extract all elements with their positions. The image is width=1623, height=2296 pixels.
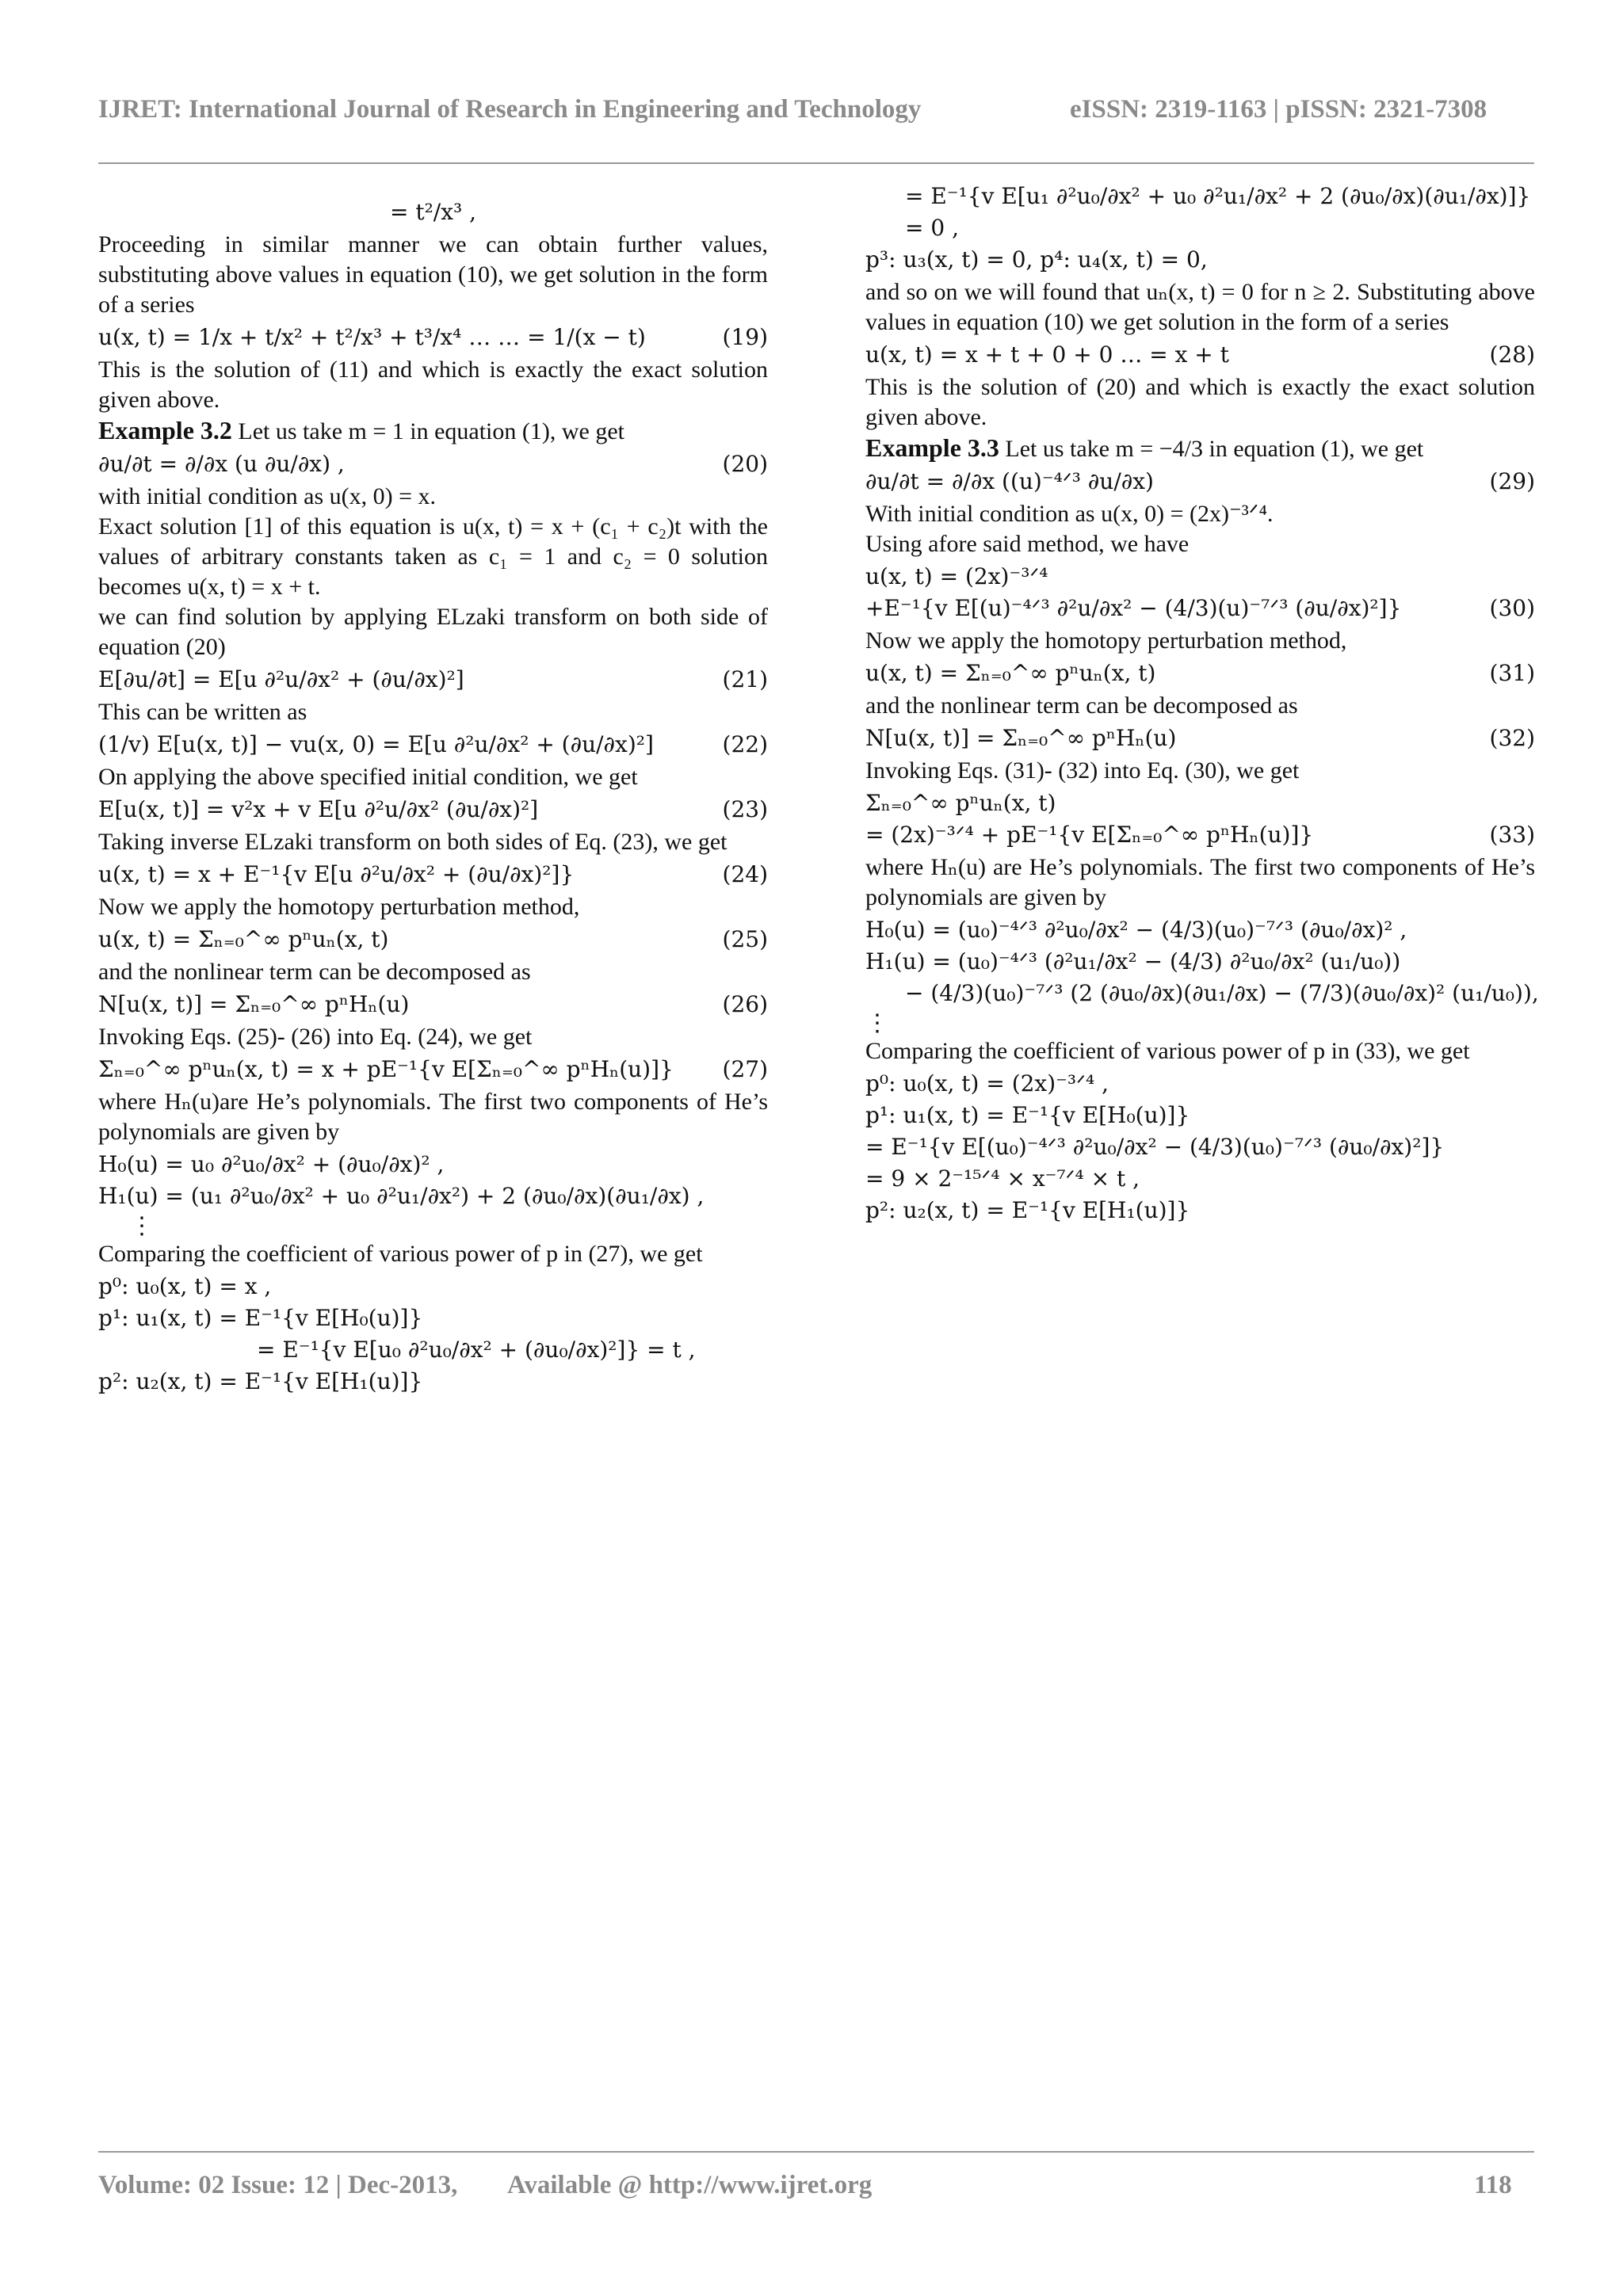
equation-29: ∂u/∂t = ∂/∂x ((u)⁻⁴ᐟ³ ∂u/∂x) (29) bbox=[865, 468, 1535, 494]
paragraph: we can find solution by applying ELzaki transform on both side of equation (20) bbox=[98, 604, 768, 660]
header-rule bbox=[98, 162, 1534, 164]
paragraph: Invoking Eqs. (31)- (32) into Eq. (30), we get bbox=[865, 757, 1300, 784]
paragraph: With initial condition as u(x, 0) = (2x)⁻³ᐟ⁴. bbox=[865, 501, 1274, 527]
paragraph: Taking inverse ELzaki transform on both sides of Eq. (23), we get bbox=[98, 829, 727, 855]
order-p2: p²: u₂(x, t) = E⁻¹{v E[H₁(u)]} bbox=[98, 1368, 423, 1394]
right-column bbox=[865, 179, 1539, 1228]
order-p1-result: = 9 × 2⁻¹⁵ᐟ⁴ × x⁻⁷ᐟ⁴ × t , bbox=[865, 1165, 1140, 1192]
paragraph: This can be written as bbox=[98, 699, 307, 725]
he-polynomial-h1: H₁(u) = (u₁ ∂²u₀/∂x² + u₀ ∂²u₁/∂x²) + 2 (∂u₀/∂x)(∂u₁/∂x) , bbox=[98, 1183, 705, 1209]
paragraph: Now we apply the homotopy perturbation method, bbox=[865, 627, 1347, 654]
footer-rule bbox=[98, 2151, 1534, 2153]
example-heading: Example 3.3 Let us take m = −4/3 in equation (1), we get bbox=[865, 433, 1424, 462]
equation-24: u(x, t) = x + E⁻¹{v E[u ∂²u/∂x² + (∂u/∂x)²]} (24) bbox=[98, 861, 768, 887]
paragraph: Exact solution [1] of this equation is u(x, t) = x + (c₁ + c₂)t with the values of arbitrary constants taken as c₁ = 1 and c₂ = 0 solution becomes u(x, t) = x + t. bbox=[98, 513, 768, 600]
order-p1: p¹: u₁(x, t) = E⁻¹{v E[H₀(u)]} bbox=[98, 1305, 423, 1331]
website-link[interactable]: Available @ http://www.ijret.org bbox=[507, 2171, 873, 2199]
equation-20: ∂u/∂t = ∂/∂x (u ∂u/∂x) , (20) bbox=[98, 451, 768, 477]
order-p0: p⁰: u₀(x, t) = x , bbox=[98, 1273, 272, 1299]
journal-title: IJRET: International Journal of Research in Engineering and Technology bbox=[98, 95, 922, 124]
equation-30: +E⁻¹{v E[(u)⁻⁴ᐟ³ ∂²u/∂x² − (4/3)(u)⁻⁷ᐟ³ (∂u/∂x)²]} (30) bbox=[865, 595, 1535, 621]
order-p2: p²: u₂(x, t) = E⁻¹{v E[H₁(u)]} bbox=[865, 1197, 1190, 1223]
order-p1-expansion: = E⁻¹{v E[(u₀)⁻⁴ᐟ³ ∂²u₀/∂x² − (4/3)(u₀)⁻⁷ᐟ³ (∂u₀/∂x)²]} bbox=[865, 1134, 1445, 1160]
order-p1-result: = E⁻¹{v E[u₀ ∂²u₀/∂x² + (∂u₀/∂x)²]} = t , bbox=[257, 1337, 696, 1363]
equation-32: N[u(x, t)] = Σₙ₌₀^∞ pⁿHₙ(u) (32) bbox=[865, 725, 1535, 751]
equation-28: u(x, t) = x + t + 0 + 0 … = x + t (28) bbox=[865, 341, 1535, 368]
equation-31: u(x, t) = Σₙ₌₀^∞ pⁿuₙ(x, t) (31) bbox=[865, 660, 1535, 686]
paragraph: Comparing the coefficient of various power of p in (27), we get bbox=[98, 1241, 703, 1267]
he-polynomial-h0: H₀(u) = (u₀)⁻⁴ᐟ³ ∂²u₀/∂x² − (4/3)(u₀)⁻⁷ᐟ³ (∂u₀/∂x)² , bbox=[865, 917, 1407, 943]
order-p0: p⁰: u₀(x, t) = (2x)⁻³ᐟ⁴ , bbox=[865, 1070, 1109, 1097]
equation-30: u(x, t) = (2x)⁻³ᐟ⁴ bbox=[865, 563, 1048, 589]
equation-23: E[u(x, t)] = v²x + v E[u ∂²u/∂x² (∂u/∂x)²] (23) bbox=[98, 796, 768, 822]
equation-25: u(x, t) = Σₙ₌₀^∞ pⁿuₙ(x, t) (25) bbox=[98, 926, 768, 952]
equation-21: E[∂u/∂t] = E[u ∂²u/∂x² + (∂u/∂x)²] (21) bbox=[98, 666, 768, 692]
example-heading: Example 3.2 Let us take m = 1 in equation (1), we get bbox=[98, 416, 625, 444]
paragraph: Proceeding in similar manner we can obtain further values, substituting above values in equation (10), we get solution in the form of a series bbox=[98, 231, 768, 318]
paragraph: where Hₙ(u)are He’s polynomials. The first two components of He’s polynomials are given by bbox=[98, 1089, 768, 1145]
paragraph: and the nonlinear term can be decomposed as bbox=[865, 692, 1298, 719]
equation-33: Σₙ₌₀^∞ pⁿuₙ(x, t) bbox=[865, 790, 1056, 816]
paragraph: Now we apply the homotopy perturbation method, bbox=[98, 894, 580, 920]
equation-27: Σₙ₌₀^∞ pⁿuₙ(x, t) = x + pE⁻¹{v E[Σₙ₌₀^∞ pⁿHₙ(u)]} (27) bbox=[98, 1056, 768, 1082]
ellipsis: ⋮ bbox=[130, 1213, 154, 1239]
paragraph: where Hₙ(u) are He’s polynomials. The first two components of He’s polynomials are given by bbox=[865, 854, 1535, 910]
issn-info: eISSN: 2319-1163 | pISSN: 2321-7308 bbox=[1070, 95, 1487, 124]
paragraph: On applying the above specified initial condition, we get bbox=[98, 764, 638, 790]
equation: = E⁻¹{v E[u₁ ∂²u₀/∂x² + u₀ ∂²u₁/∂x² + 2 (∂u₀/∂x)(∂u₁/∂x)]} bbox=[905, 183, 1531, 209]
paragraph: This is the solution of (11) and which is exactly the exact solution given above. bbox=[98, 357, 768, 413]
equation-19: u(x, t) = 1/x + t/x² + t²/x³ + t³/x⁴ … … = 1/(x − t) (19) bbox=[98, 324, 768, 350]
he-polynomial-h0: H₀(u) = u₀ ∂²u₀/∂x² + (∂u₀/∂x)² , bbox=[98, 1151, 445, 1177]
paragraph: and the nonlinear term can be decomposed as bbox=[98, 959, 531, 985]
order-p1: p¹: u₁(x, t) = E⁻¹{v E[H₀(u)]} bbox=[865, 1102, 1190, 1128]
page-number: 118 bbox=[1474, 2171, 1512, 2199]
paragraph: This is the solution of (20) and which is exactly the exact solution given above. bbox=[865, 374, 1535, 430]
paragraph: and so on we will found that uₙ(x, t) = 0 for n ≥ 2. Substituting above values in equation (10) we get solution in the form of a series bbox=[865, 279, 1535, 335]
ellipsis: ⋮ bbox=[865, 1010, 889, 1036]
equation: = t²/x³ , bbox=[389, 199, 477, 225]
paragraph: Comparing the coefficient of various power of p in (33), we get bbox=[865, 1038, 1470, 1064]
equation: p³: u₃(x, t) = 0, p⁴: u₄(x, t) = 0, bbox=[865, 246, 1208, 273]
paragraph: Using afore said method, we have bbox=[865, 531, 1190, 557]
equation-26: N[u(x, t)] = Σₙ₌₀^∞ pⁿHₙ(u) (26) bbox=[98, 991, 768, 1017]
he-polynomial-h1: H₁(u) = (u₀)⁻⁴ᐟ³ (∂²u₁/∂x² − (4/3) ∂²u₀/∂x² (u₁/u₀)) bbox=[865, 948, 1401, 974]
left-column bbox=[98, 195, 768, 1399]
equation-33: = (2x)⁻³ᐟ⁴ + pE⁻¹{v E[Σₙ₌₀^∞ pⁿHₙ(u)]} (33) bbox=[865, 822, 1535, 848]
volume-info: Volume: 02 Issue: 12 | Dec-2013, bbox=[98, 2171, 458, 2199]
paragraph: with initial condition as u(x, 0) = x. bbox=[98, 483, 437, 509]
equation-22: (1/v) E[u(x, t)] − vu(x, 0) = E[u ∂²u/∂x² + (∂u/∂x)²] (22) bbox=[98, 731, 768, 757]
he-polynomial-h1: − (4/3)(u₀)⁻⁷ᐟ³ (2 (∂u₀/∂x)(∂u₁/∂x) − (7/3)(∂u₀/∂x)² (u₁/u₀)), bbox=[905, 980, 1539, 1006]
equation: = 0 , bbox=[905, 215, 959, 241]
paragraph: Invoking Eqs. (25)- (26) into Eq. (24), we get bbox=[98, 1024, 533, 1050]
